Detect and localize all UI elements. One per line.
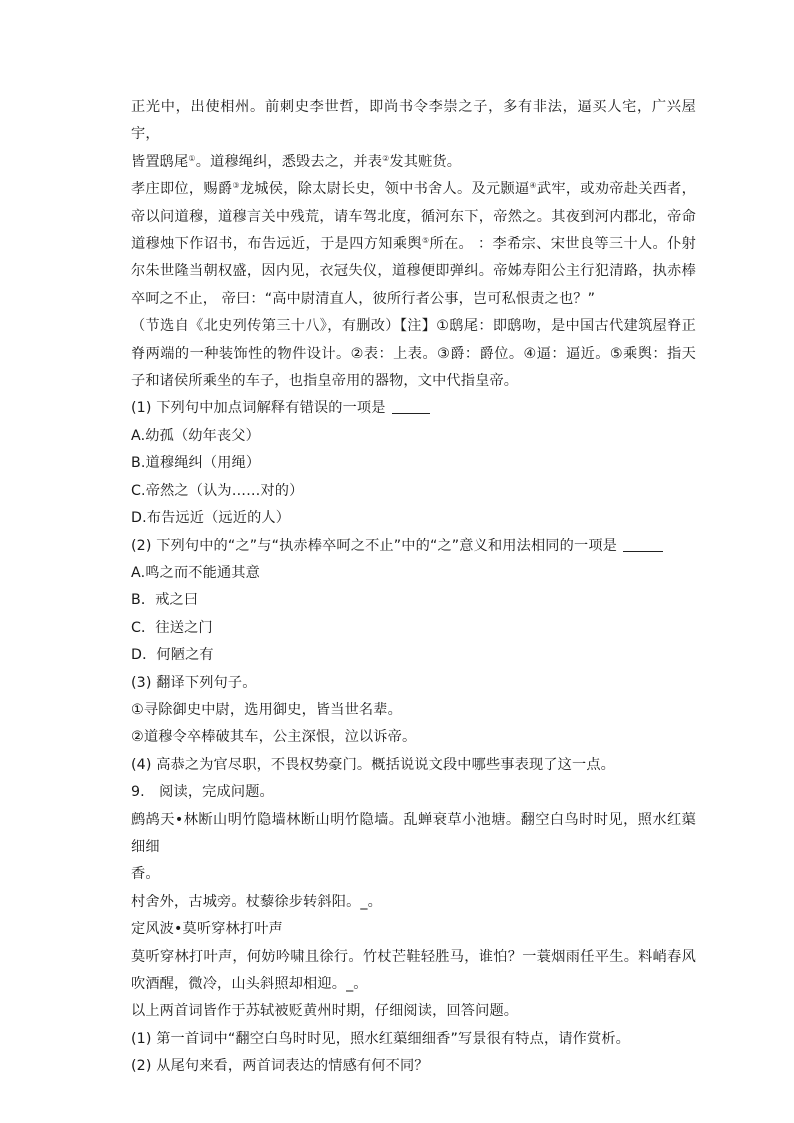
footnote-marker: ② bbox=[382, 153, 390, 163]
poem-1-line-2: 香。 bbox=[131, 866, 160, 883]
question-1-stem: (1) 下列句中加点词解释有错误的一项是 bbox=[131, 395, 696, 422]
answer-blank[interactable] bbox=[392, 399, 430, 414]
question-2-option-d: D．何陋之有 bbox=[131, 647, 214, 664]
poem-1-line-1: 鹧鸪天•林断山明竹隐墙林断山明竹隐墙。乱蝉衰草小池塘。翻空白鸟时时见，照水红蕖细细 bbox=[131, 811, 696, 855]
question-2-option-a: A.鸣之而不能通其意 bbox=[131, 564, 260, 581]
footnote-marker: ① bbox=[188, 153, 196, 163]
question-3-item-1: ①寻除御史中尉，选用御史，皆当世名辈。 bbox=[131, 701, 402, 718]
question-2-stem: (2) 下列句中的“之”与“执赤棒卒呵之不止”中的“之”意义和用法相同的一项是 bbox=[131, 533, 696, 560]
document-page bbox=[131, 94, 696, 1081]
poem-2-body: 莫听穿林打叶声，何妨吟啸且徐行。竹杖芒鞋轻胜马，谁怕？一蓑烟雨任平生。料峭春风吹酒醒，微冷，山头斜照却相迎。_。 bbox=[131, 948, 696, 992]
footnote-marker: ⑤ bbox=[421, 236, 430, 246]
passage-line-1: 正光中，出使相州。前刺史李世哲，即尚书令李崇之子，多有非法，逼买人宅，广兴屋宇， bbox=[131, 99, 696, 143]
question-3-stem: (3) 翻译下列句子。 bbox=[131, 674, 257, 691]
question-4-stem: (4) 高恭之为官尽职，不畏权势豪门。概括说说文段中哪些事表现了这一点。 bbox=[131, 756, 616, 773]
poem-1-line-3: 村舍外，古城旁。杖藜徐步转斜阳。_。 bbox=[131, 893, 382, 910]
poem-2-title: 定风波•莫听穿林打叶声 bbox=[131, 921, 283, 938]
answer-blank[interactable] bbox=[623, 537, 663, 552]
question-1-option-b: B.道穆绳纠（用绳） bbox=[131, 455, 261, 472]
passage-paragraph-2: 孝庄即位，赐爵③龙城侯，除太尉长史，领中书舍人。及元颢逼④武牢，或劝帝赴关西者，帝以问道穆，道穆言关中残荒，请车驾北度，循河东下，帝然之。其夜到河内郡北，帝命道穆烛下作诏书，布告远近，于是四方知乘舆⑤所在。 ：李希宗、宋世良等三十人。仆射尔朱世隆当朝权盛，因内见，衣冠失仪，道穆便即弹纠。帝姊寿阳公主行犯清路，执赤棒卒呵之不止， 帝曰：“高中尉清直人，彼所行者公事，岂可私恨责之也？” bbox=[131, 181, 696, 307]
section-9-title: 9. 阅读，完成问题。 bbox=[131, 784, 274, 801]
section-9-question-1: (1) 第一首词中“翻空白鸟时时见，照水红蕖细细香”写景很有特点，请作赏析。 bbox=[131, 1030, 631, 1047]
footnote-marker: ④ bbox=[529, 181, 537, 191]
question-2-option-c: C．往送之门 bbox=[131, 619, 213, 636]
question-3-item-2: ②道穆令卒棒破其车，公主深恨，泣以诉帝。 bbox=[131, 729, 417, 746]
question-1-option-c: C.帝然之（认为……对的） bbox=[131, 482, 304, 499]
section-9-intro: 以上两首词皆作于苏轼被贬黄州时期，仔细阅读，回答问题。 bbox=[131, 1003, 519, 1020]
passage-line-2: 皆置鸱尾①。道穆绳纠，悉毁去之，并表②发其赃货。 bbox=[131, 153, 462, 170]
question-1-option-a: A.幼孤（幼年丧父） bbox=[131, 427, 260, 444]
passage-note: （节选自《北史列传第三十八》，有删改）【注】①鸱尾：即鸱吻，是中国古代建筑屋脊正脊两端的一种装饰性的物件设计。②表：上表。③爵：爵位。④逼：逼近。⑤乘舆：指天子和诸侯所乘坐的车子，也指皇帝用的器物，文中代指皇帝。 bbox=[131, 318, 696, 390]
question-2-option-b: B．戒之曰 bbox=[131, 592, 199, 609]
footnote-marker: ③ bbox=[232, 181, 240, 191]
section-9-question-2: (2) 从尾句来看，两首词表达的情感有何不同？ bbox=[131, 1058, 429, 1075]
question-1-option-d: D.布告远近（远近的人） bbox=[131, 510, 291, 527]
